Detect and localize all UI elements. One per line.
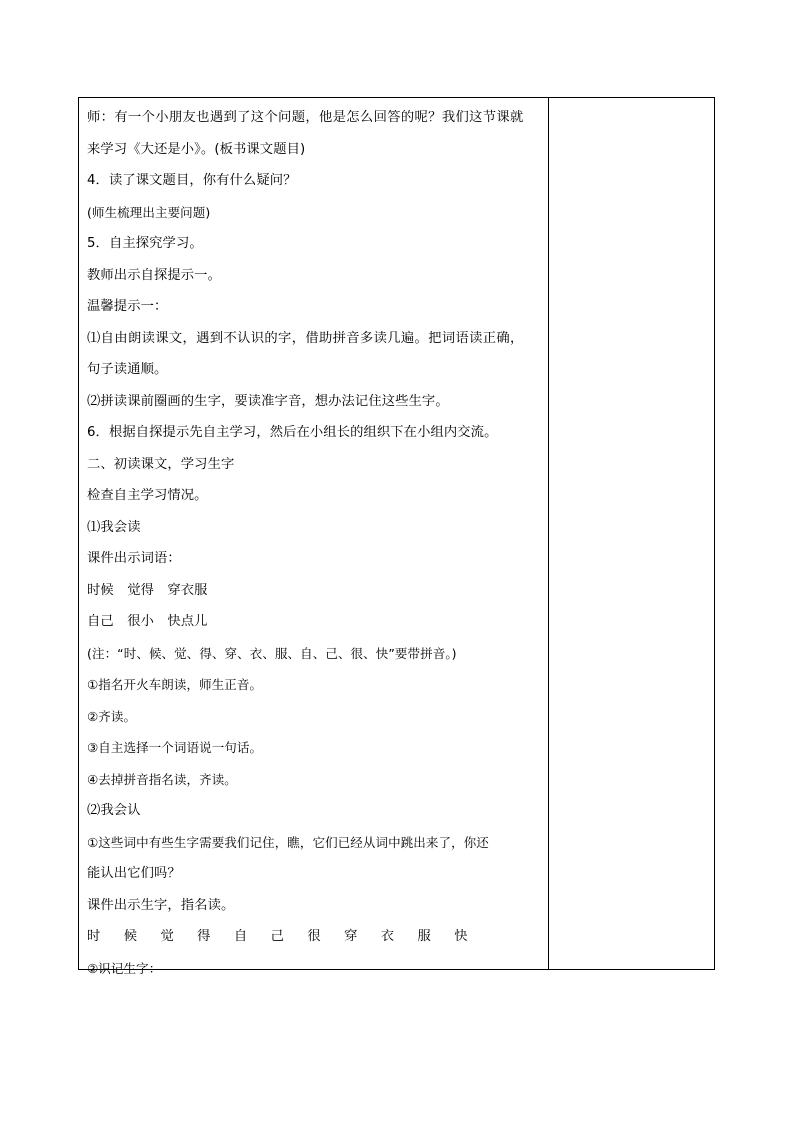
text-line: ②齐读。 <box>87 708 137 724</box>
text-line: 时 候 觉 得 自 己 很 穿 衣 服 快 <box>87 929 478 944</box>
text-line: ④去掉拼音指名读，齐读。 <box>87 771 237 787</box>
text-line: ①这些词中有些生字需要我们记住，瞧，它们已经从词中跳出来了，你还 <box>87 834 489 850</box>
text-line: 5．自主探究学习。 <box>87 236 203 251</box>
text-line: 师：有一个小朋友也遇到了这个问题，他是怎么回答的呢？我们这节课就 <box>87 110 524 125</box>
text-line: ②识记生字： <box>87 960 162 976</box>
text-line: ⑵拼读课前圈画的生字，要读准字音，想办法记住这些生字。 <box>87 393 449 409</box>
text-line: ①指名开火车朗读，师生正音。 <box>87 677 263 692</box>
text-line: 二、初读课文，学习生字 <box>87 456 235 472</box>
text-line: 自己 很小 快点儿 <box>87 614 208 629</box>
text-line: (师生梳理出主要问题) <box>87 204 211 220</box>
text-line: 检查自主学习情况。 <box>87 488 208 503</box>
text-line: (注：“时、候、觉、得、穿、衣、服、自、己、很、快”要带拼音。) <box>87 645 457 661</box>
lesson-table <box>78 97 715 976</box>
text-line: ⑵我会认 <box>87 803 141 818</box>
text-line: 时候 觉得 穿衣服 <box>87 582 208 598</box>
text-line: 4．读了课文题目，你有什么疑问？ <box>87 173 297 188</box>
text-line: 课件出示生字，指名读。 <box>87 897 235 913</box>
text-line: 温馨提示一： <box>87 299 168 314</box>
text-line: 课件出示词语： <box>87 551 181 566</box>
text-line: 6．根据自探提示先自主学习，然后在小组长的组织下在小组内交流。 <box>87 425 498 440</box>
text-line: ⑴自由朗读课文，遇到不认识的字，借助拼音多读几遍。把词语读正确， <box>87 330 524 346</box>
notes-cell <box>549 98 714 969</box>
text-line: 句子读通顺。 <box>87 362 168 377</box>
text-line: ⑴我会读 <box>87 519 141 535</box>
text-line: 来学习《大还是小》。(板书课文题目) <box>87 141 306 157</box>
text-line: ③自主选择一个词语说一句话。 <box>87 740 263 755</box>
text-line: 教师出示自探提示一。 <box>87 267 221 283</box>
lesson-content-cell <box>79 98 548 976</box>
text-line: 能认出它们吗？ <box>87 866 181 881</box>
